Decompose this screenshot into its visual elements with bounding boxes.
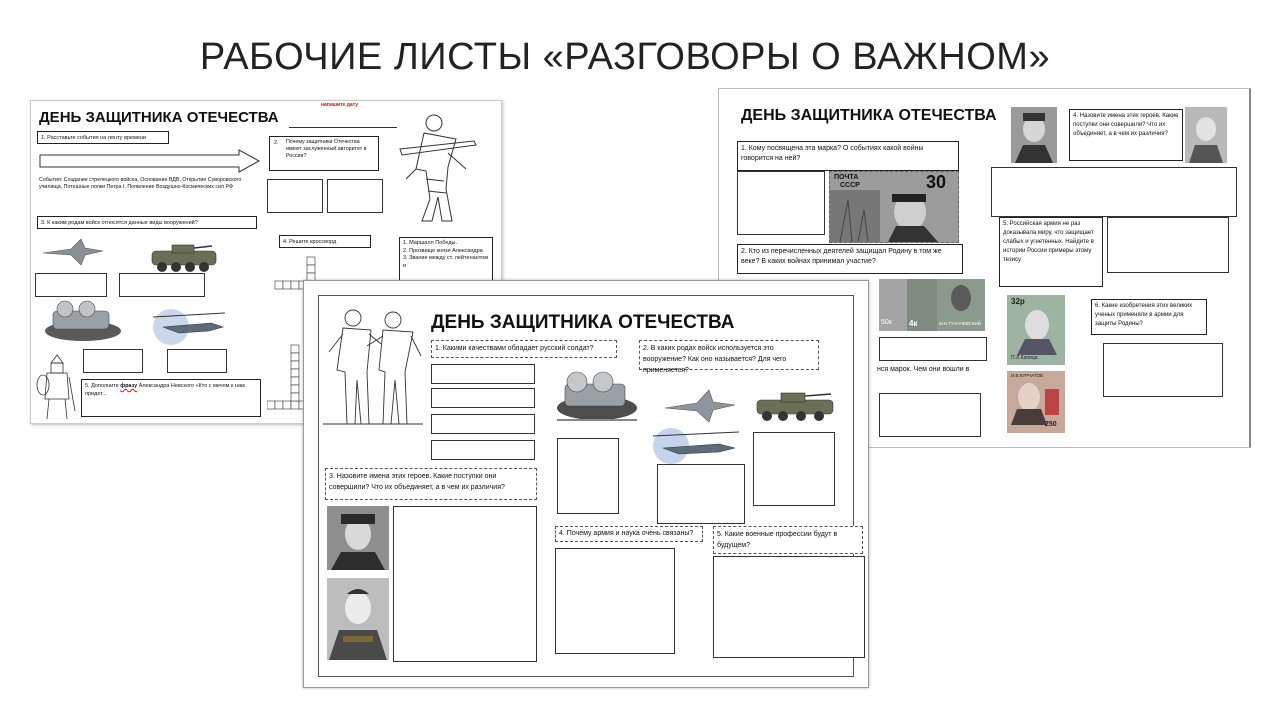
answer-box (713, 556, 865, 658)
answer-box (327, 179, 383, 213)
question-5-rest: Александра Невского «Кто с мечом к нам придет... (85, 383, 245, 397)
stamp-label: М.Н.ТУХАЧЕВСКИЙ (939, 321, 981, 326)
answer-line-box (431, 364, 535, 384)
jet-illustration (41, 235, 105, 267)
date-line (289, 127, 397, 128)
stamp-image (907, 279, 937, 331)
clue-item: 3. Звание между ст. лейтенантом и (403, 255, 489, 269)
portrait-image (879, 279, 907, 331)
question-4: 4. Почему армия и наука очень связаны? (555, 526, 703, 542)
question-2: 2. В каких родах войск используется это вооружение? Как оно называется? Для чего применяется? (639, 340, 819, 370)
question-5: 5. Российская армия не раз доказывала миру, что защищает слабых и угнетенных. Найдите в истории России примеры этому тезису (999, 217, 1103, 287)
answer-line-box (431, 414, 535, 434)
answer-box (267, 179, 323, 213)
timeline-arrow (39, 149, 261, 173)
question-2-text: Почему защитники Отечества имеют заслуженный авторитет в России? (286, 139, 367, 159)
answer-box (991, 167, 1237, 217)
armored-vehicle-illustration (751, 388, 839, 424)
answer-line-box (431, 440, 535, 460)
stamp-label: 250 (1045, 421, 1057, 428)
stamp-label: 50к (881, 319, 892, 326)
stamp-image (829, 171, 959, 243)
sheet-title: ДЕНЬ ЗАЩИТНИКА ОТЕЧЕСТВА (741, 107, 997, 124)
answer-box (657, 464, 745, 524)
sheet-title: ДЕНЬ ЗАЩИТНИКА ОТЕЧЕСТВА (39, 109, 279, 126)
stamp-label: П.Л.Капица (1011, 355, 1038, 361)
question-2: 2. Кто из перечисленных деятелей защищал Родину в том же веке? В каких войнах принимал участие? (737, 244, 963, 274)
answer-box (1107, 217, 1229, 273)
stamp-portrait (951, 285, 971, 311)
answer-box (879, 337, 987, 361)
stamp-value: 30 (926, 172, 947, 192)
answer-box (557, 438, 619, 514)
events-list: События: Создание стрелецкого войска, Основание ВДВ, Открытие Суворовского училища, Потешные полки Петра I, Появление Воздушно-Космических сил РФ (39, 177, 242, 190)
helicopter-illustration (149, 303, 229, 345)
answer-box (753, 432, 835, 506)
worksheet-frame (318, 295, 854, 677)
question-5-prefix: 5. Дополните (85, 383, 121, 389)
clue-item: 2. Прозвище князя Александра (403, 247, 483, 254)
soldier-illustration (386, 109, 486, 227)
partial-question-text: нся марок. Чем они вошли в (877, 366, 970, 373)
worksheet-front (303, 280, 869, 688)
hero-portrait (1011, 107, 1057, 163)
stamp-image (1007, 371, 1065, 433)
knight-illustration (35, 351, 79, 421)
hero-portrait (327, 506, 389, 570)
armored-vehicle-illustration (146, 241, 222, 275)
answer-box (119, 273, 205, 297)
answer-box (393, 506, 537, 662)
question-5-link: фразу (120, 383, 138, 389)
stamp-label: И.В.КУРЧАТОВ (1011, 373, 1043, 378)
stamp-portrait (830, 190, 958, 242)
question-5: 5. Какие военные профессии будут в будущем? (713, 526, 863, 554)
hovercraft-illustration (553, 368, 641, 422)
question-4: 4. Назовите имена этих героев. Какие поступки они совершили? Что их объединяет, а в чем их различия? (1069, 109, 1183, 161)
question-5 (81, 379, 261, 417)
answer-box (167, 349, 227, 373)
answer-box (737, 171, 825, 235)
date-note: напишите дату (321, 102, 359, 108)
sheet-title: ДЕНЬ ЗАЩИТНИКА ОТЕЧЕСТВА (431, 312, 735, 333)
question-2-num: 2. (274, 140, 279, 146)
stamp-label: 4к (909, 319, 918, 328)
answer-box (83, 349, 143, 373)
stamp-image (937, 279, 985, 331)
stamp-country-label: СССР (840, 182, 860, 189)
stamp-image (1007, 295, 1065, 365)
hero-portrait (327, 578, 389, 660)
hero-portrait (1185, 107, 1227, 163)
stamp-label: 32р (1011, 297, 1025, 306)
clue-item: 1. Маршалл Победы. (403, 240, 458, 246)
answer-box (1103, 343, 1223, 397)
question-1: 1. Кому посвящена эта марка? О событиях какой войны говорится на ней? (737, 141, 959, 171)
jet-illustration (663, 386, 737, 424)
question-1: 1. Расставьте события на ленту времени (37, 131, 169, 144)
question-6: 6. Какие изобретения этих великих ученых применяли в армии для защиты Родины? (1091, 299, 1207, 335)
question-1: 1. Какими качествами обладает русский солдат? (431, 340, 617, 358)
question-3: 3. К каким родам войск относятся данные виды вооружений? (37, 216, 257, 229)
question-4: 4. Решите кроссворд (279, 235, 371, 248)
soldiers-illustration (323, 300, 423, 430)
stamp-post-label: ПОЧТА (834, 174, 859, 181)
question-2 (269, 136, 379, 171)
helicopter-illustration (649, 422, 743, 466)
slide-title: РАБОЧИЕ ЛИСТЫ «РАЗГОВОРЫ О ВАЖНОМ» (199, 36, 1051, 78)
question-3: 3. Назовите имена этих героев. Какие поступки они совершили? Что их объединяет, а в чем их различия? (325, 468, 537, 500)
answer-box (35, 273, 107, 297)
answer-box (879, 393, 981, 437)
hovercraft-illustration (41, 299, 125, 343)
answer-line-box (431, 388, 535, 408)
answer-box (555, 548, 675, 654)
